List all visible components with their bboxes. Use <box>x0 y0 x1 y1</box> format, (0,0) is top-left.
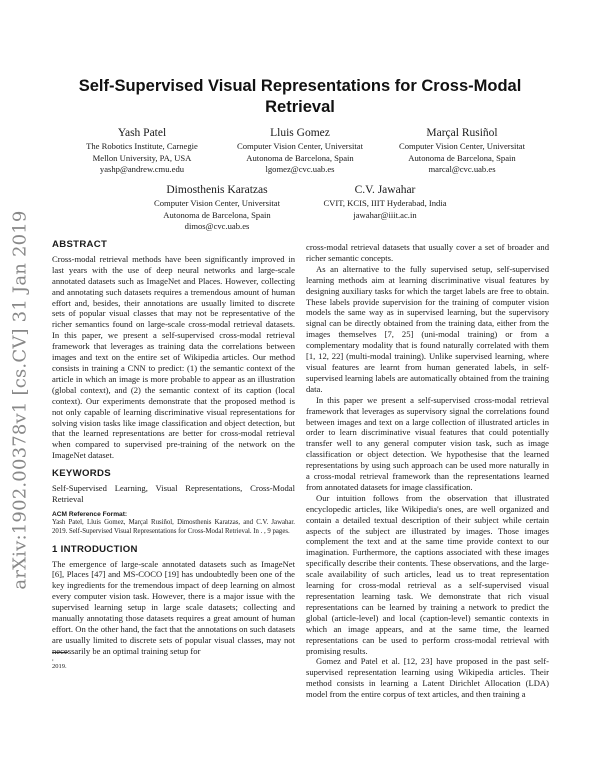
author-email: marcal@cvc.uab.es <box>428 164 496 174</box>
acm-reference-label: ACM Reference Format: <box>52 510 128 518</box>
paragraph: In this paper we present a self-supervised cross-modal retrieval framework that leverages as supervisory signal the correlations found between images and text on a large collection of illustrated articles in order to learn discriminative visual features that could potentially transfer well to any general computer vision task, such as image classification or object detection. We hypothesise that the learned representations by using such approach can be used more naturally in a cross-modal retrieval framework than the representations learned from annotated datasets for image classification. <box>306 394 549 492</box>
author-name: Dimosthenis Karatzas <box>166 184 268 196</box>
author-affiliation: Autonoma de Barcelona, Spain <box>246 152 354 163</box>
author-name: Lluis Gomez <box>270 127 330 139</box>
introduction-heading: 1 INTRODUCTION <box>52 543 138 555</box>
footer-note <box>52 652 295 671</box>
author-email: lgomez@cvc.uab.es <box>265 164 335 174</box>
acm-reference-text: Yash Patel, Lluis Gomez, Marçal Rusiñol, Dimosthenis Karatzas, and C.V. Jawahar. 2019. Self-Supervised Visual Representations for Cross-Modal Retrieval. In . , 9 pages. <box>52 519 295 536</box>
author-name: Yash Patel <box>117 127 167 139</box>
left-column <box>52 240 295 657</box>
paper-title: Self-Supervised Visual Representations for Cross-Modal Retrieval <box>78 77 522 116</box>
author-name: Marçal Rusiñol <box>426 127 498 139</box>
author-affiliation: Computer Vision Center, Universitat <box>399 141 525 151</box>
author-affiliation: The Robotics Institute, Carnegie <box>86 141 198 151</box>
footer-line: , <box>52 655 54 662</box>
author-block-2 <box>218 126 382 176</box>
introduction-text: The emergence of large-scale annotated datasets such as ImageNet [6], Places [47] and MS-COCO [19] has undoubtedly been one of the key ingredients for the tremendous impact of deep learning on almost every computer vision task. However, there is a major issue with the supervised learning setup in large scale datasets; collecting and manually annotating those datasets requires a great amount of human effort. On the other hand, the fact that the annotations on such datasets are usually limited to discrete sets of popular visual classes, may not necessarily be an optimal training setup for <box>52 558 295 656</box>
author-block-3 <box>380 126 544 176</box>
paragraph: As an alternative to the fully supervised setup, self-supervised learning methods aim at learning discriminative visual features by designing auxiliary tasks for which the target labels are free to obtain. These labels provide supervision for the training of computer vision models the same way as in supervised learning, but the supervisory signal can be directly obtained from the training data, either from the images themselves [7, 25] (uni-modal training) or from a complementary modality that is found naturally correlated with them [1, 12, 22] (multi-modal training). Unlike supervised learning, where visual features are learnt from human generated labels, in self-supervised learning labels are automatically obtained from the training data. <box>306 263 549 394</box>
paragraph: cross-modal retrieval datasets that usually cover a set of broader and richer semantic concepts. <box>306 242 549 263</box>
author-affiliation: Mellon University, PA, USA <box>92 152 192 163</box>
author-email: jawahar@iiit.ac.in <box>353 209 417 220</box>
keywords-heading: KEYWORDS <box>52 468 111 480</box>
author-affiliation: CVIT, KCIS, IIIT Hyderabad, India <box>323 198 447 208</box>
author-affiliation: Computer Vision Center, Universitat <box>154 198 280 208</box>
right-column <box>306 242 549 700</box>
arxiv-stamp: arXiv:1902.00378v1 [cs.CV] 31 Jan 2019 <box>9 210 31 590</box>
author-affiliation: Autonoma de Barcelona, Spain <box>163 209 271 220</box>
paragraph: Gomez and Patel et al. [12, 23] have proposed in the past self-supervised representation learning using Wikipedia articles. Their method consists in learning a Latent Dirichlet Allocation (LDA) model from the entire corpus of text articles, and then training a <box>306 656 549 700</box>
author-email: yashp@andrew.cmu.edu <box>99 164 185 174</box>
abstract-heading: ABSTRACT <box>52 239 108 250</box>
author-name: C.V. Jawahar <box>354 184 416 196</box>
author-block-1 <box>62 126 222 176</box>
author-block-5 <box>300 183 470 221</box>
footnote-rule <box>52 652 68 653</box>
author-email: dimos@cvc.uab.es <box>184 221 250 231</box>
abstract-text: Cross-modal retrieval methods have been significantly improved in last years with the use of deep neural networks and large-scale annotated datasets such as ImageNet and Places. However, collecting and annotating such datasets requires a tremendous amount of human effort and, besides, their annotations are usually limited to discrete sets of popular visual classes that may not be representative of the richer semantics found on large-scale cross-modal retrieval datasets. In this paper, we present a self-supervised cross-modal retrieval framework that leverages as training data the correlations between images and text on the entire set of Wikipedia articles. Our method consists in training a CNN to predict: (1) the semantic context of the article in which an image is more probable to appear as an illustration (global context), and (2) the semantic context of its caption (local context). Our experiments demonstrate that the proposed method is not only capable of learning discriminative visual representations for solving vision tasks like image classification and object detection, but that the learned representations are better for cross-modal retrieval when compared to supervised pre-training of the network on the ImageNet dataset. <box>52 253 295 461</box>
keywords-text: Self-Supervised Learning, Visual Representations, Cross-Modal Retrieval <box>52 483 295 504</box>
author-affiliation: Autonoma de Barcelona, Spain <box>408 152 516 163</box>
author-block-4 <box>134 183 300 233</box>
footer-line: 2019. <box>52 663 67 670</box>
author-affiliation: Computer Vision Center, Universitat <box>237 141 363 151</box>
paragraph: Our intuition follows from the observation that illustrated encyclopedic articles, like Wikipedia's ones, are well organized and contain a detailed textual description of their subject while certain aspects of the subject are illustrated by images. Those images complement the text and at the same time provide context to our imagination. Furthermore, the captions associated with these images specifically describe their contents. These observations, and the large-scale availability of such articles, lead us to treat representation learning for cross-modal retrieval as a self-supervised visual representation learning task. We demonstrate that rich visual representations can be learned by training a network to predict the global (article-level) and local (caption-level) semantic contexts in which an image appears, and at the same time, the learned representations can be used to perform cross-modal retrieval with promising results. <box>306 492 549 656</box>
